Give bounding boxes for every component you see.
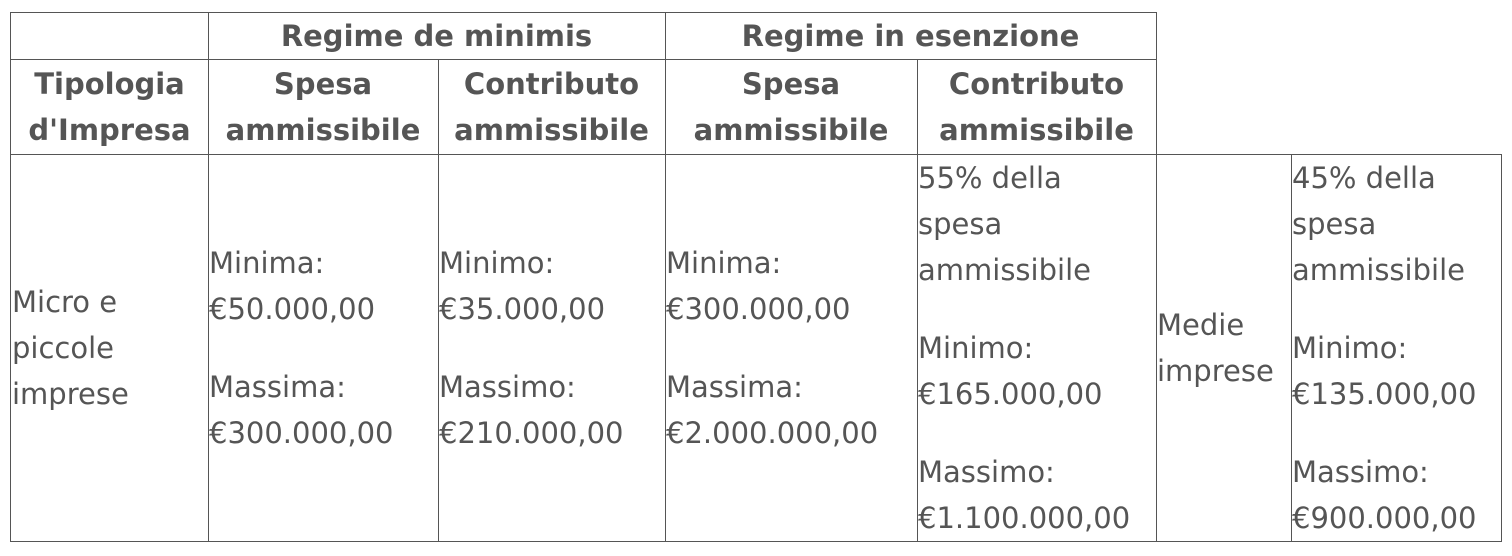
column-header-contributo-esenzione-line1: Contributo xyxy=(948,66,1125,101)
column-header-tipologia-line1: Tipologia xyxy=(34,66,185,101)
group-header-de-minimis-label: Regime de minimis xyxy=(280,19,593,53)
contributo-medie-min-value: €135.000,00 xyxy=(1292,377,1477,411)
spesa-minimis-min-value: €50.000,00 xyxy=(209,291,376,326)
contributo-medie-percent-line1: 45% della xyxy=(1292,161,1436,195)
tipologia-micro-line1: Micro e xyxy=(12,284,118,319)
contributo-medie-min-label: Minimo: xyxy=(1292,331,1408,365)
contributo-esenzione-percent-line1: 55% della xyxy=(918,161,1062,195)
group-header-de-minimis xyxy=(208,12,666,60)
contributo-esenzione-min-value: €165.000,00 xyxy=(918,377,1103,411)
group-header-esenzione-label: Regime in esenzione xyxy=(741,19,1080,53)
cell-contributo-medie xyxy=(1291,154,1502,542)
column-header-spesa-esenzione-line2: ammissibile xyxy=(693,112,889,147)
contributo-medie-max-label: Massimo: xyxy=(1292,455,1429,489)
column-header-spesa-esenzione-line1: Spesa xyxy=(741,66,841,101)
spesa-minimis-max-value: €300.000,00 xyxy=(209,415,394,450)
contributo-minimis-max-value: €210.000,00 xyxy=(439,415,624,450)
column-header-contributo-minimis-line1: Contributo xyxy=(463,66,640,101)
column-header-spesa-minimis-line1: Spesa xyxy=(273,66,373,101)
spesa-esenzione-max-value: €2.000.000,00 xyxy=(666,415,879,450)
column-header-spesa-esenzione xyxy=(665,59,918,155)
cell-contributo-minimis xyxy=(438,154,666,542)
cell-tipologia-micro xyxy=(10,154,209,542)
tipologia-micro-line2: piccole xyxy=(12,330,114,365)
cell-tipologia-medie xyxy=(1156,154,1292,542)
column-header-spesa-minimis xyxy=(208,59,439,155)
spesa-minimis-min-label: Minima: xyxy=(209,245,325,280)
cell-contributo-esenzione xyxy=(917,154,1157,542)
cell-spesa-minimis xyxy=(208,154,439,542)
group-header-esenzione xyxy=(665,12,1157,60)
contributo-minimis-max-label: Massimo: xyxy=(439,369,576,404)
column-header-tipologia-line2: d'Impresa xyxy=(28,112,191,147)
column-header-contributo-minimis xyxy=(438,59,666,155)
contributo-esenzione-max-label: Massimo: xyxy=(918,455,1055,489)
contributo-minimis-min-label: Minimo: xyxy=(439,245,555,280)
spesa-esenzione-min-value: €300.000,00 xyxy=(666,291,851,326)
tipologia-micro-line3: imprese xyxy=(12,376,129,411)
contributo-medie-percent-line3: ammissibile xyxy=(1292,253,1465,287)
empty-corner-cell xyxy=(10,12,209,60)
contributo-esenzione-percent-line2: spesa xyxy=(918,207,1003,241)
contributo-medie-percent-line2: spesa xyxy=(1292,207,1377,241)
contributo-esenzione-min-label: Minimo: xyxy=(918,331,1034,365)
contributo-esenzione-percent-line3: ammissibile xyxy=(918,253,1091,287)
contributo-esenzione-max-value: €1.100.000,00 xyxy=(918,501,1131,535)
column-header-contributo-minimis-line2: ammissibile xyxy=(454,112,649,147)
cell-spesa-esenzione xyxy=(665,154,918,542)
tipologia-medie-line1: Medie xyxy=(1157,308,1245,342)
spesa-esenzione-min-label: Minima: xyxy=(666,245,782,280)
spesa-minimis-max-label: Massima: xyxy=(209,369,346,404)
contributo-medie-max-value: €900.000,00 xyxy=(1292,501,1477,535)
column-header-tipologia xyxy=(10,59,209,155)
tipologia-medie-line2: imprese xyxy=(1157,354,1274,388)
column-header-contributo-esenzione-line2: ammissibile xyxy=(939,112,1134,147)
column-header-contributo-esenzione xyxy=(917,59,1157,155)
contributo-minimis-min-value: €35.000,00 xyxy=(439,291,606,326)
column-header-spesa-minimis-line2: ammissibile xyxy=(225,112,421,147)
spesa-esenzione-max-label: Massima: xyxy=(666,369,803,404)
